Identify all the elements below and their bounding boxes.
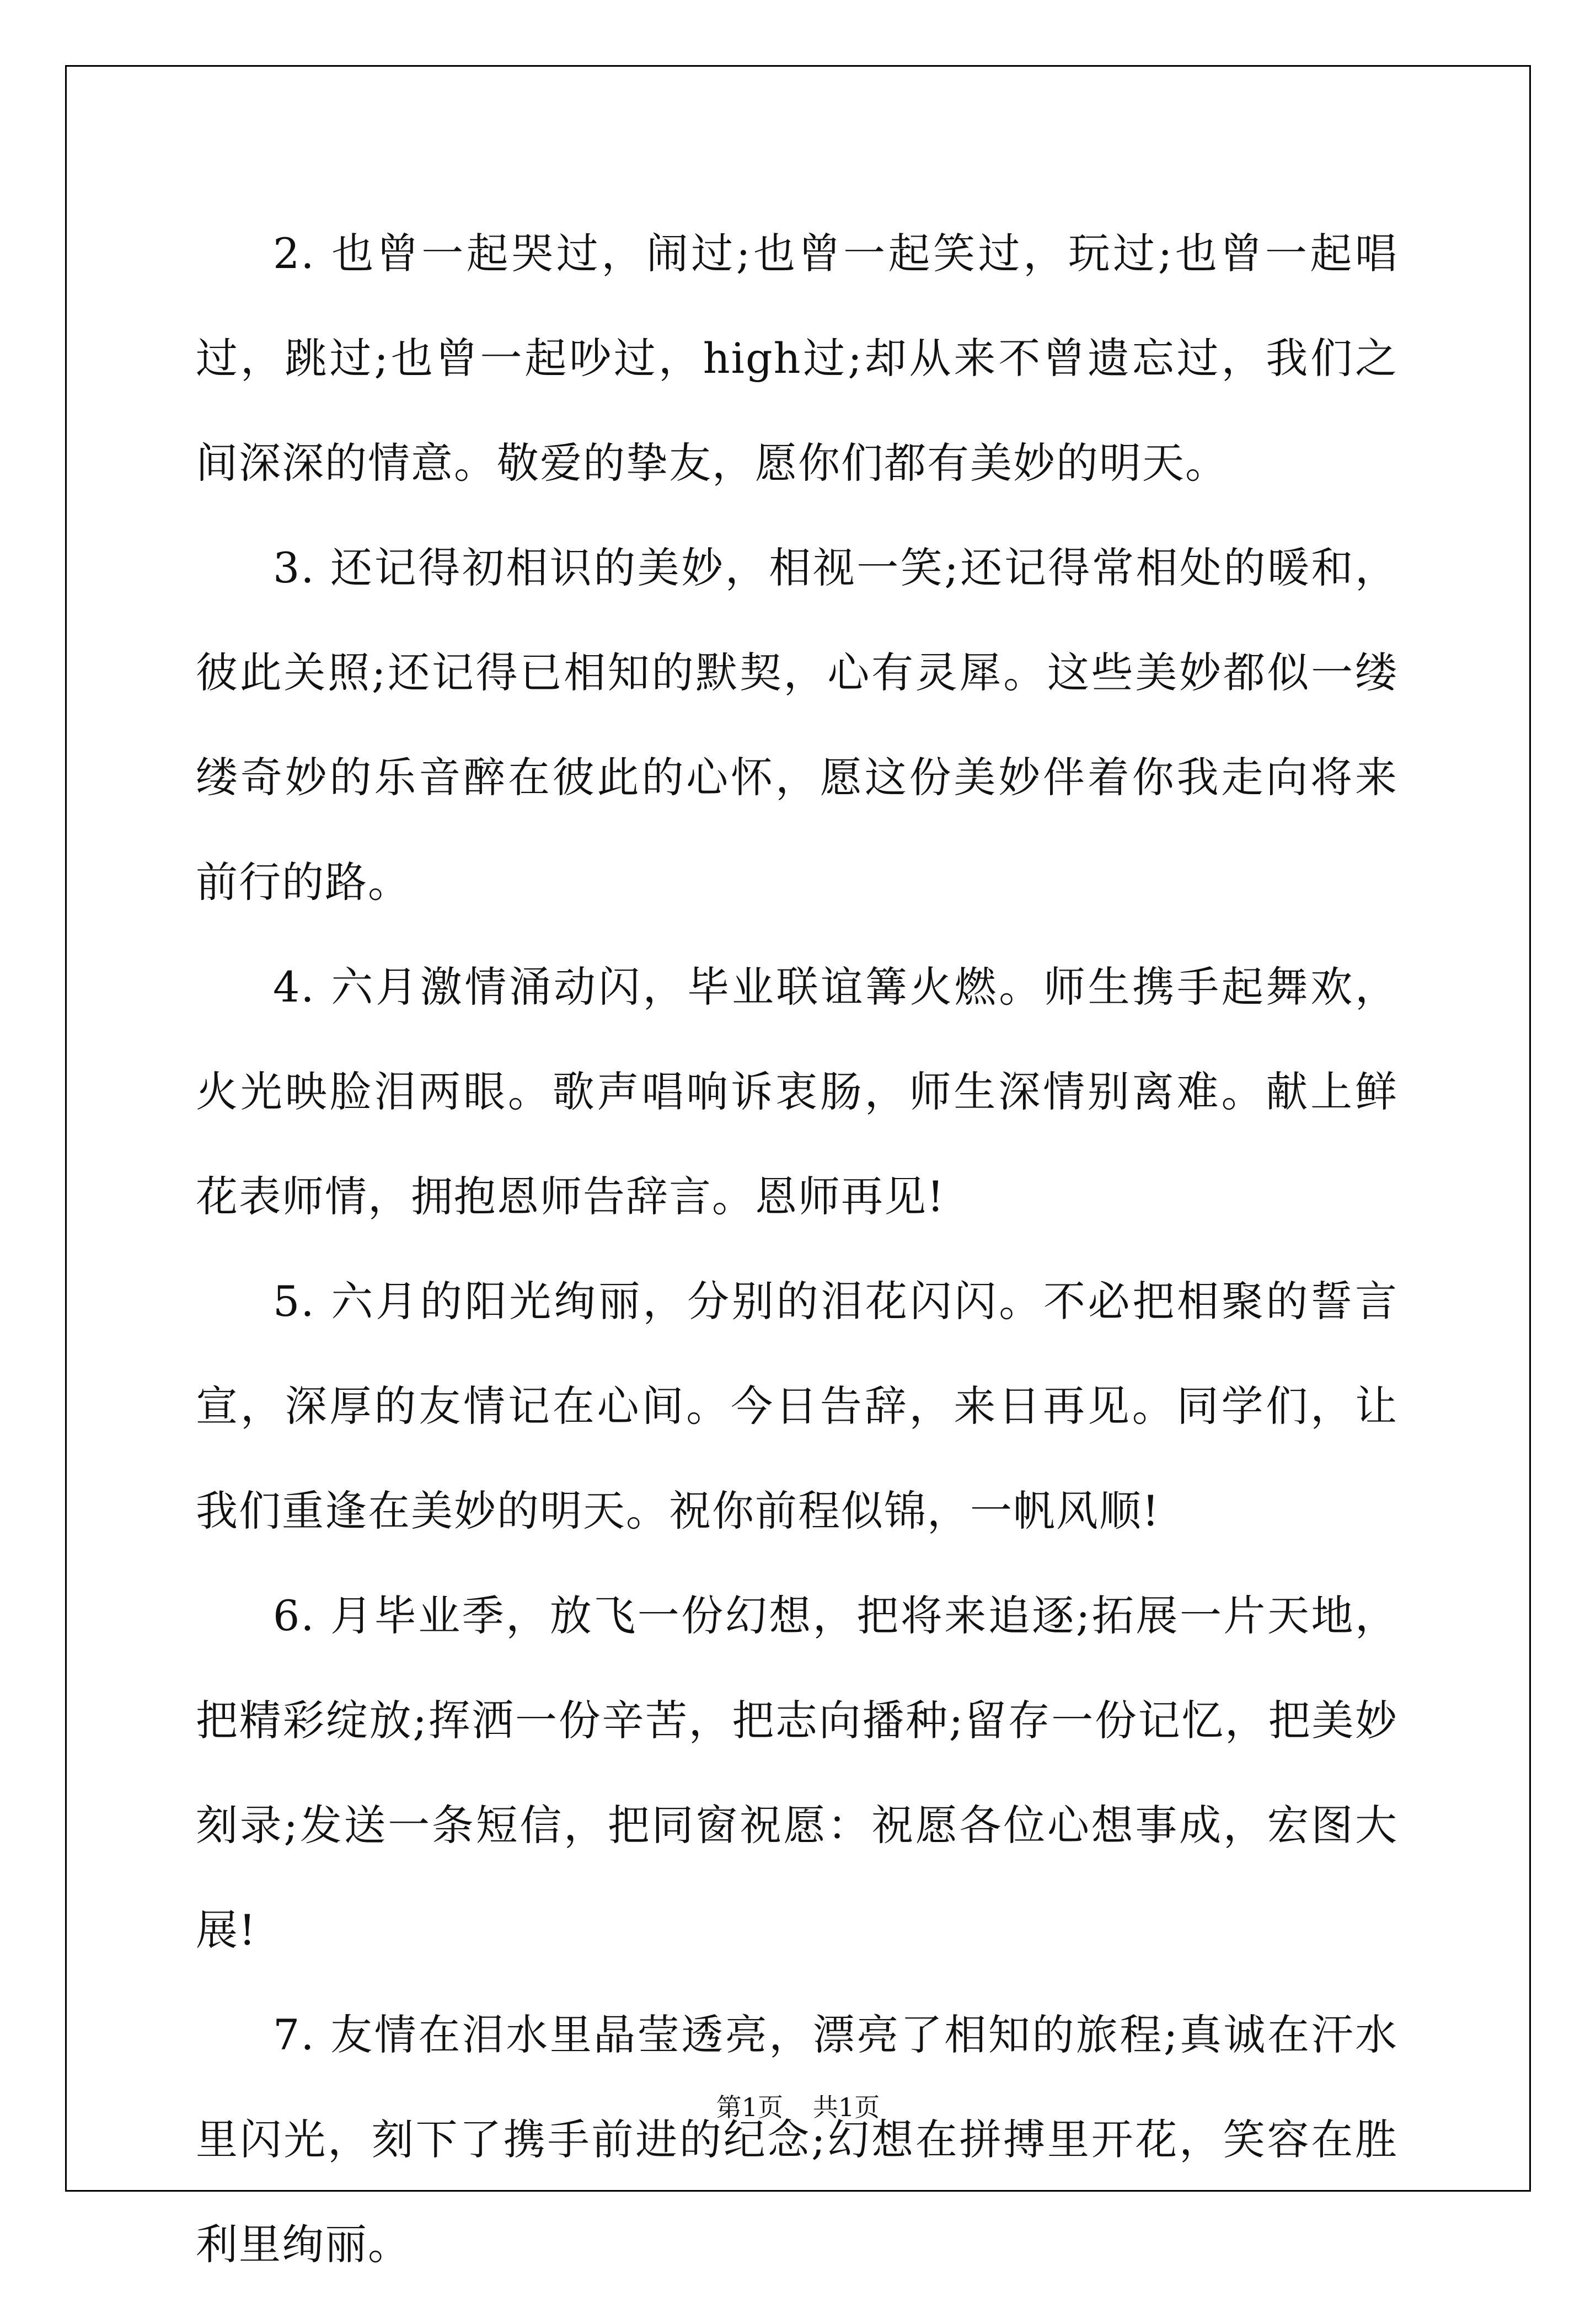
paragraph-5: 5. 六月的阳光绚丽，分别的泪花闪闪。不必把相聚的誓言宣，深厚的友情记在心间。今日告辞，来日再见。同学们，让我们重逢在美妙的明天。祝你前程似锦，一帆风顺! — [196, 1277, 1398, 1535]
paragraph-7: 7. 友情在泪水里晶莹透亮，漂亮了相知的旅程;真诚在汗水里闪光，刻下了携手前进的纪念;幻想在拼搏里开花，笑容在胜利里绚丽。 — [196, 2010, 1398, 2269]
paragraph-6: 6. 月毕业季，放飞一份幻想，把将来追逐;拓展一片天地，把精彩绽放;挥洒一份辛苦，把志向播种;留存一份记忆，把美妙刻录;发送一条短信，把同窗祝愿：祝愿各位心想事成，宏图大展! — [196, 1591, 1398, 1955]
page-number-total: 共1页 — [813, 2092, 880, 2122]
document-body — [196, 201, 1398, 2297]
paragraph-3: 3. 还记得初相识的美妙，相视一笑;还记得常相处的暖和，彼此关照;还记得已相知的默契，心有灵犀。这些美妙都似一缕缕奇妙的乐音醉在彼此的心怀，愿这份美妙伴着你我走向将来前行的路。 — [196, 543, 1398, 907]
page-number-current: 第1页 — [716, 2092, 783, 2122]
paragraph-4: 4. 六月激情涌动闪，毕业联谊篝火燃。师生携手起舞欢，火光映脸泪两眼。歌声唱响诉衷肠，师生深情别离难。献上鲜花表师情，拥抱恩师告辞言。恩师再见! — [196, 962, 1398, 1221]
page-footer — [0, 2087, 1596, 2124]
paragraph-2: 2. 也曾一起哭过，闹过;也曾一起笑过，玩过;也曾一起唱过，跳过;也曾一起吵过，high过;却从来不曾遗忘过，我们之间深深的情意。敬爱的挚友，愿你们都有美妙的明天。 — [196, 229, 1398, 488]
